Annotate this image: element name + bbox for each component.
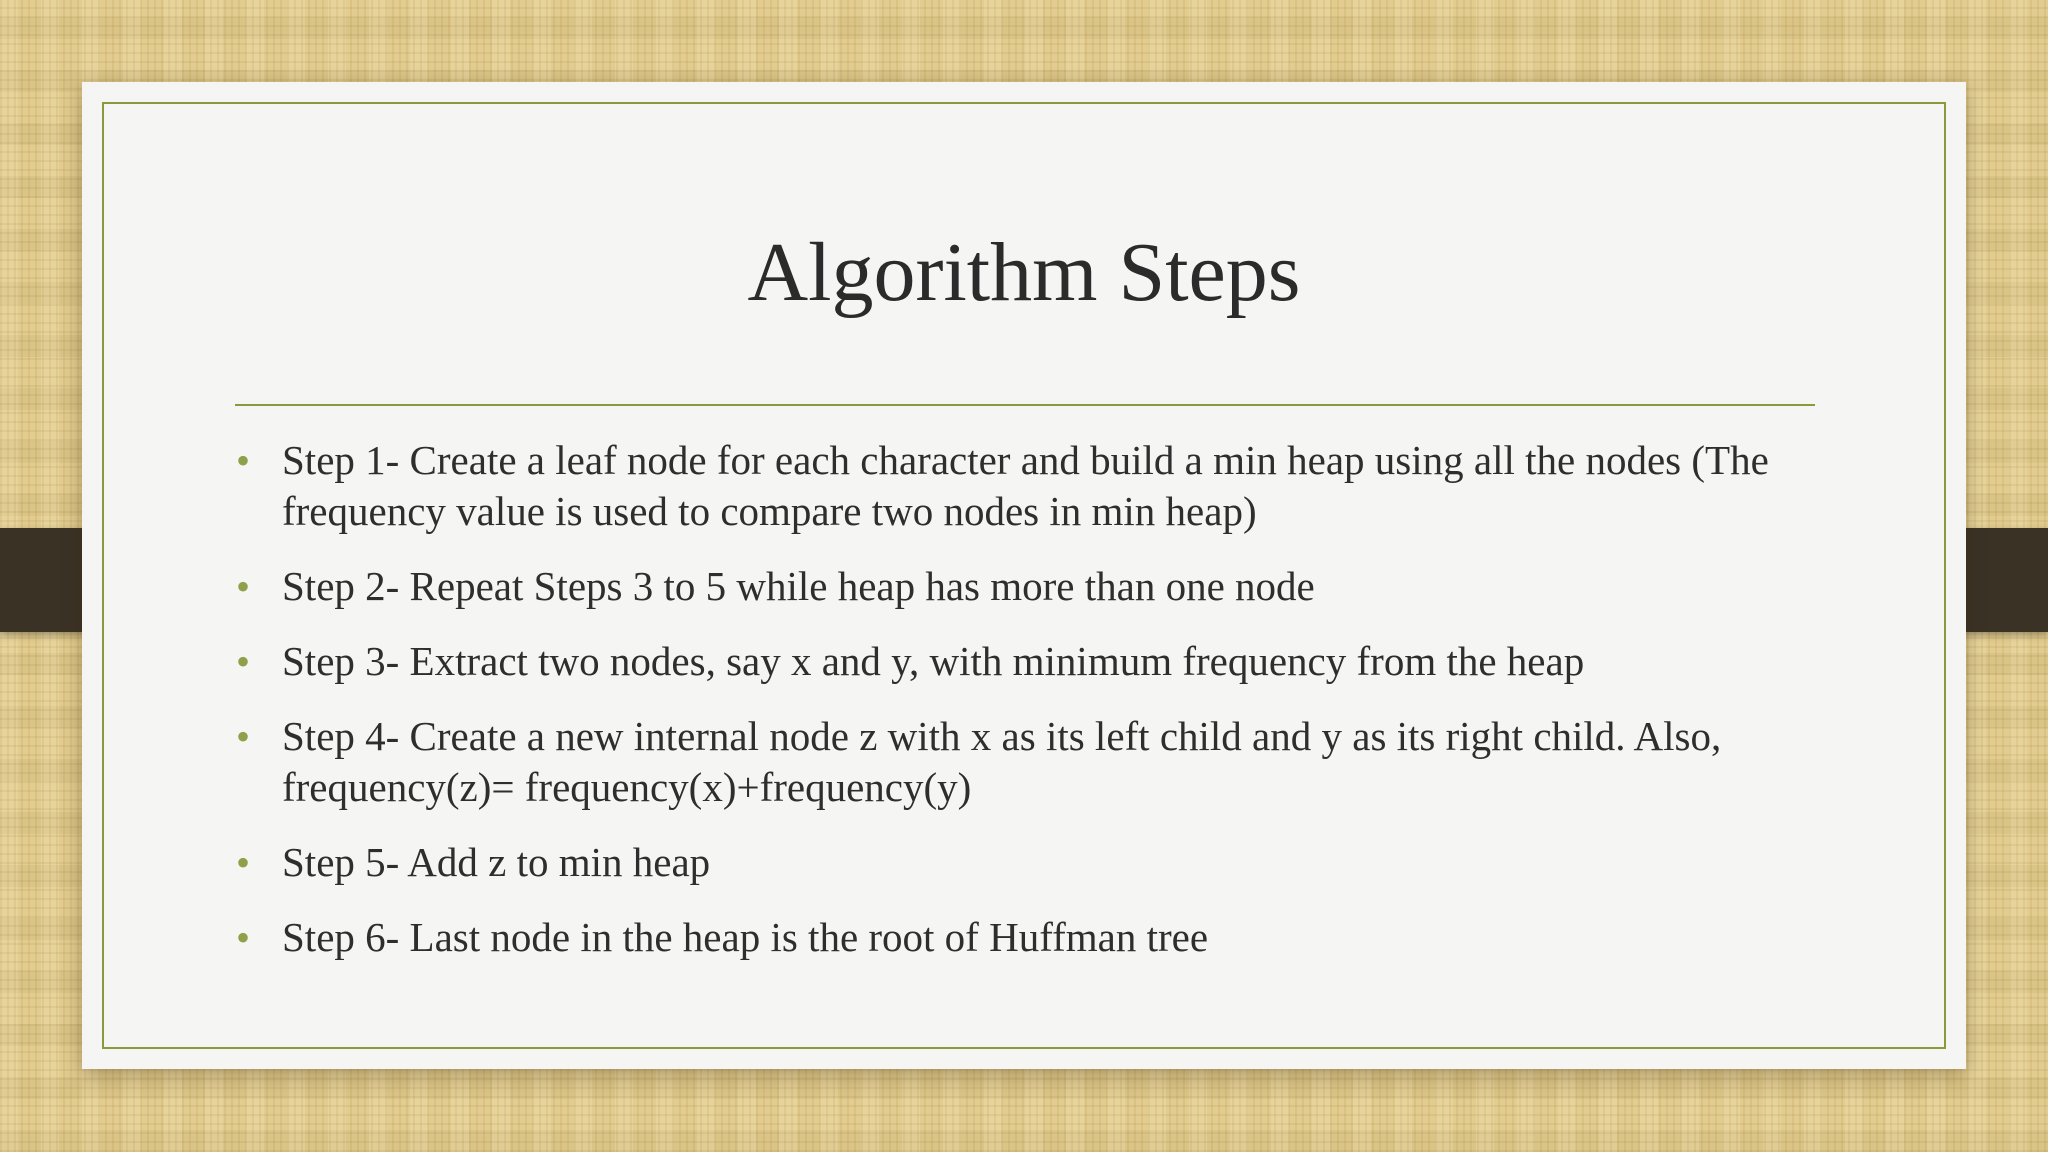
bullet-item-step-5: [232, 837, 1832, 888]
bullet-text: Step 6- Last node in the heap is the root of Huffman tree: [282, 914, 1209, 960]
bullet-dot-icon: •: [236, 714, 251, 759]
bullet-list: [232, 435, 1832, 987]
bullet-dot-icon: •: [236, 438, 251, 483]
bullet-item-step-3: [232, 636, 1832, 687]
bullet-dot-icon: •: [236, 639, 251, 684]
bullet-item-step-1: [232, 435, 1832, 537]
slide-title: Algorithm Steps: [747, 226, 1301, 319]
slide: [82, 82, 1966, 1069]
bullet-text: Step 4- Create a new internal node z with x as its left child and y as its right child. Also, frequency(z)= frequency(x)+frequency(y): [282, 713, 1722, 810]
bullet-item-step-2: [232, 561, 1832, 612]
title-divider: [235, 404, 1815, 406]
bullet-item-step-6: [232, 912, 1832, 963]
bullet-text: Step 1- Create a leaf node for each character and build a min heap using all the nodes (The frequency value is used to compare two nodes in min heap): [282, 437, 1769, 534]
bullet-text: Step 2- Repeat Steps 3 to 5 while heap has more than one node: [282, 563, 1315, 609]
bullet-item-step-4: [232, 711, 1832, 813]
bullet-dot-icon: •: [236, 840, 251, 885]
bullet-text: Step 5- Add z to min heap: [282, 839, 711, 885]
bullet-text: Step 3- Extract two nodes, say x and y, with minimum frequency from the heap: [282, 638, 1585, 684]
bullet-dot-icon: •: [236, 915, 251, 960]
bullet-dot-icon: •: [236, 564, 251, 609]
